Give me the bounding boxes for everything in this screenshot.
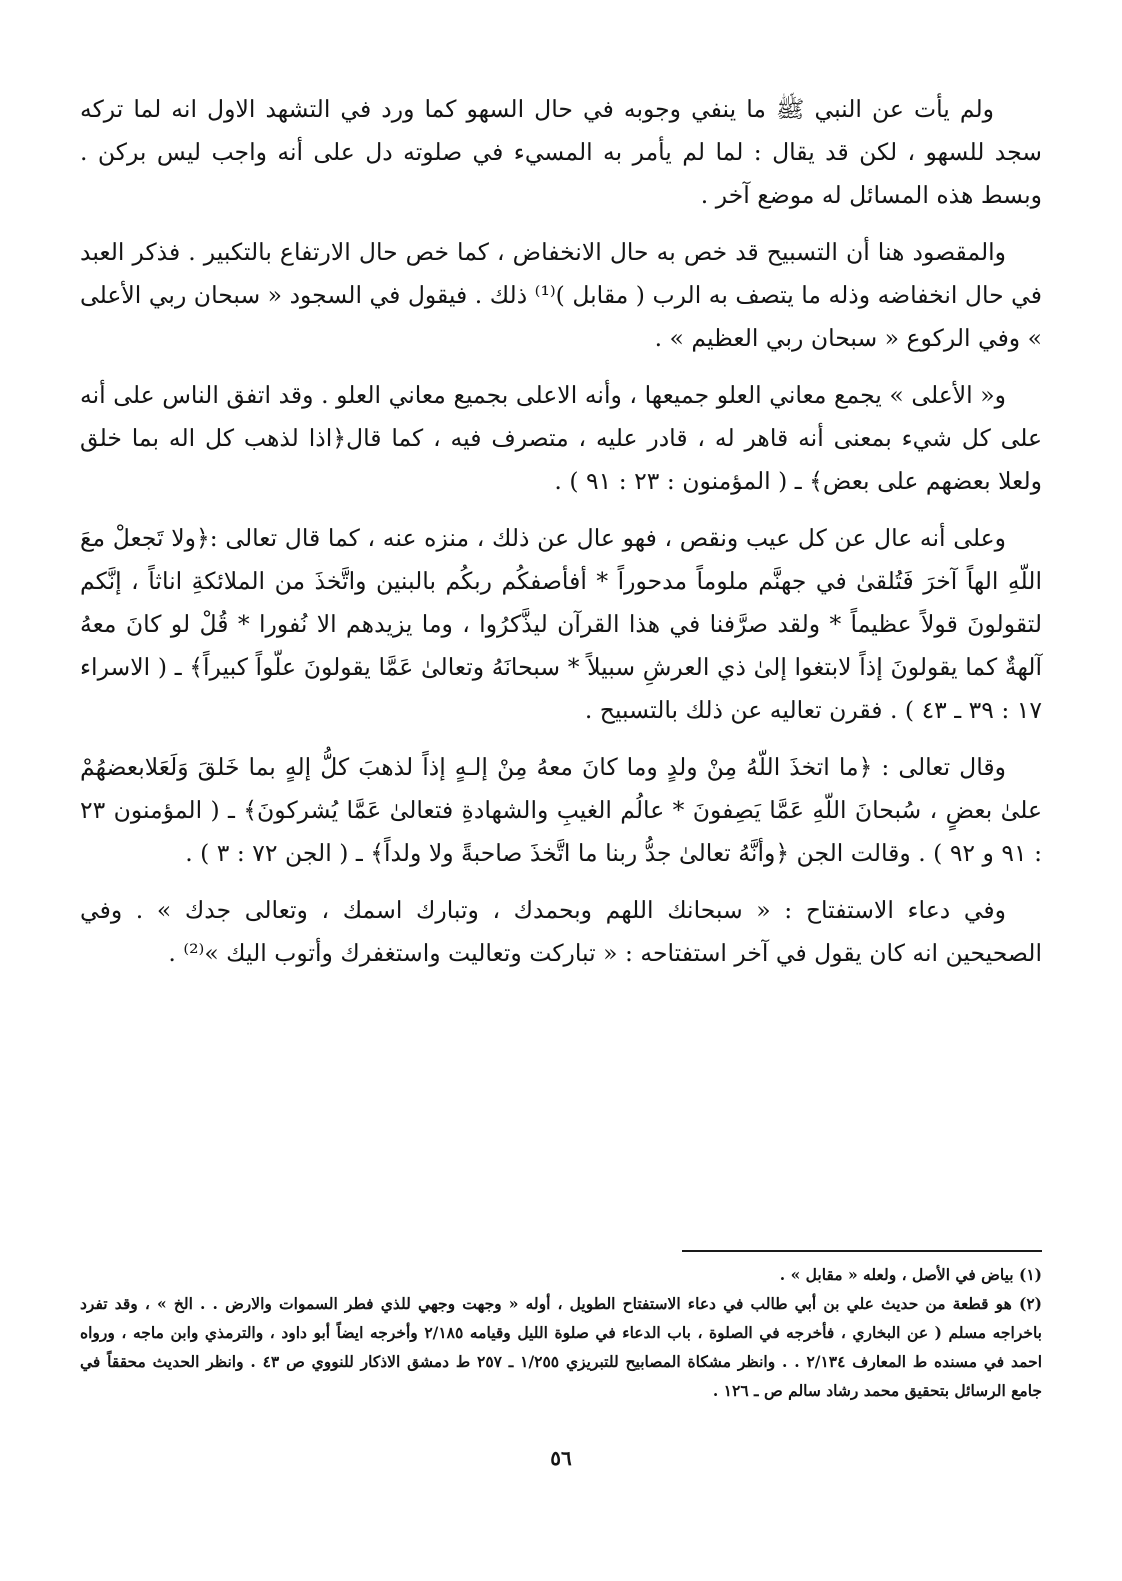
footnote-separator <box>682 1250 1042 1252</box>
body-paragraph: ولم يأت عن النبي ﷺ ما ينفي وجوبه في حال السهو كما ورد في التشهد الاول انه لما تركه سجد للسهو ، لكن قد يقال : لما لم يأمر به المسيء في صلوته دل على أنه واجب ليس بركن . وبسط هذه المسائل له موضع آخر . <box>80 95 1042 209</box>
body-paragraph: وقال تعالى : ﴿ما اتخذَ اللّهُ مِنْ ولدٍ وما كانَ معهُ مِنْ إلـهٍ إذاً لذهبَ كلُّ إلهٍ بما خَلقَ وَلَعَلابعضهُمْ علىٰ بعضٍ ، سُبحانَ اللّهِ عَمَّا يَصِفونَ * عالُم الغيبِ والشهادةِ فتعالىٰ عَمَّا يُشركونَ﴾ ـ ( المؤمنون ٢٣ : ٩١ و ٩٢ ) . وقالت الجن ﴿وأنَّهُ تعالىٰ جدُّ ربنا ما اتَّخذَ صاحبةً ولا ولداً﴾ ـ ( الجن ٧٢ : ٣ ) . <box>80 753 1042 867</box>
body-paragraph: و« الأعلى » يجمع معاني العلو جميعها ، وأنه الاعلى بجميع معاني العلو . وقد اتفق الناس على أنه على كل شيء بمعنى أنه قاهر له ، قادر عليه ، متصرف فيه ، كما قال﴿اذا لذهب كل اله بما خلق ولعلا بعضهم على بعض﴾ ـ ( المؤمنون : ٢٣ : ٩١ ) . <box>80 381 1042 495</box>
footnotes <box>80 1260 1042 1405</box>
body-paragraph: وفي دعاء الاستفتاح : « سبحانك اللهم وبحمدك ، وتبارك اسمك ، وتعالى جدك » . وفي الصحيحين انه كان يقول في آخر استفتاحه : « تباركت وتعاليت واستغفرك وأتوب اليك »⁽²⁾ . <box>80 896 1042 967</box>
page-number: ٥٦ <box>550 1446 572 1470</box>
footnote: (١) بياض في الأصل ، ولعله « مقابل » . <box>779 1265 1042 1284</box>
footnote: (٢) هو قطعة من حديث علي بن أبي طالب في دعاء الاستفتاح الطويل ، أوله « وجهت وجهي للذي فطر السموات والارض . . الخ » ، وقد تفرد باخراجه مسلم ( عن البخاري ، فأخرجه في الصلوة ، باب الدعاء في صلوة الليل وقيامه ٢/١٨٥ وأخرجه ايضاً أبو داود ، والترمذي وابن ماجه ، ورواه احمد في مسنده ط المعارف ٢/١٣٤ . . وانظر مشكاة المصابيح للتبريزي ١/٢٥٥ ـ ٢٥٧ ط دمشق الاذكار للنووي ص ٤٣ . وانظر الحديث محققاً في جامع الرسائل بتحقيق محمد رشاد سالم ص ـ ١٢٦ . <box>80 1294 1042 1400</box>
body-paragraph: والمقصود هنا أن التسبيح قد خص به حال الانخفاض ، كما خص حال الارتفاع بالتكبير . فذكر العبد في حال انخفاضه وذله ما يتصف به الرب ( مقابل )⁽¹⁾ ذلك . فيقول في السجود « سبحان ربي الأعلى » وفي الركوع « سبحان ربي العظيم » . <box>80 238 1043 352</box>
page-content <box>80 88 1042 1528</box>
body-paragraph: وعلى أنه عال عن كل عيب ونقص ، فهو عال عن ذلك ، منزه عنه ، كما قال تعالى :﴿ولا تَجعلْ معَ اللّهِ الهاً آخرَ فَتُلقىٰ في جهنَّم ملوماً مدحوراً * أفأصفكُم ربكُم بالبنين واتَّخذَ من الملائكةِ اناثاً ، إنَّكم لتقولونَ قولاً عظيماً * ولقد صرَّفنا في هذا القرآن ليذَّكرُوا ، وما يزيدهم الا نُفورا * قُلْ لو كانَ معهُ آلهةٌ كما يقولونَ إذاً لابتغوا إلىٰ ذي العرشِ سبيلاً * سبحانَهُ وتعالىٰ عَمَّا يقولونَ علّواً كبيراً﴾ ـ ( الاسراء ١٧ : ٣٩ ـ ٤٣ ) . فقرن تعاليه عن ذلك بالتسبيح . <box>80 524 1042 724</box>
